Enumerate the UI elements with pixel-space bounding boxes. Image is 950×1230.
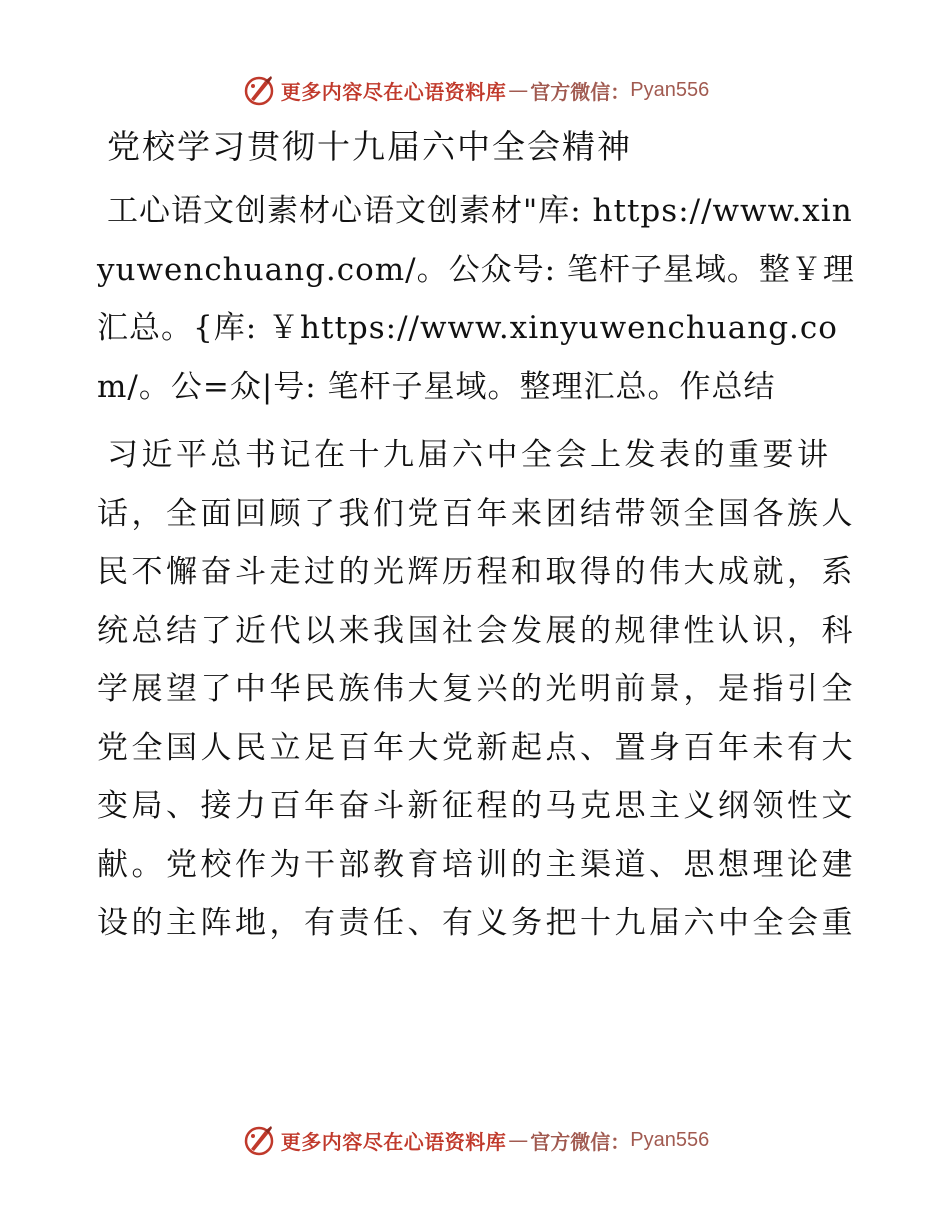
header-watermark-banner [0,68,950,112]
footer-watermark-banner [0,1118,950,1162]
document-title: 党校学习贯彻十九届六中全会精神 [107,127,632,166]
banner-wechat-label: 官方微信： [530,1129,631,1154]
banner-main-text: 更多内容尽在心语资料库 [280,1129,507,1154]
banner-separator: — [508,1128,529,1152]
banner-wechat-id: Pyan556 [630,78,710,101]
quill-pen-circle-icon [241,1122,277,1158]
banner-wechat-id: Pyan556 [630,1128,710,1151]
banner-wechat-label: 官方微信： [530,79,631,104]
document-body [97,122,857,963]
banner-main-text: 更多内容尽在心语资料库 [280,79,507,104]
paragraph-body: 习近平总书记在十九届六中全会上发表的重要讲话，全面回顾了我们党百年来团结带领全国各族人民不懈奋斗走过的光辉历程和取得的伟大成就，系统总结了近代以来我国社会发展的规律性认识，科学展望了中华民族伟大复兴的光明前景，是指引全党全国人民立足百年大党新起点、置身百年未有大变局、接力百年奋斗新征程的马克思主义纲领性文献。党校作为干部教育培训的主渠道、思想理论建设的主阵地，有责任、有义务把十九届六中全会重 [97,437,856,941]
banner-separator: — [508,78,529,102]
quill-pen-circle-icon [241,72,277,108]
paragraph-source-note: 工心语文创素材心语文创素材"库: https://www.xinyuwenchuang.com/。公众号: 笔杆子星域。整￥理汇总。{库: ￥https://www.xinyuwenchuang.com/。公=众|号: 笔杆子星域。整理汇总。作总结 [97,193,855,405]
